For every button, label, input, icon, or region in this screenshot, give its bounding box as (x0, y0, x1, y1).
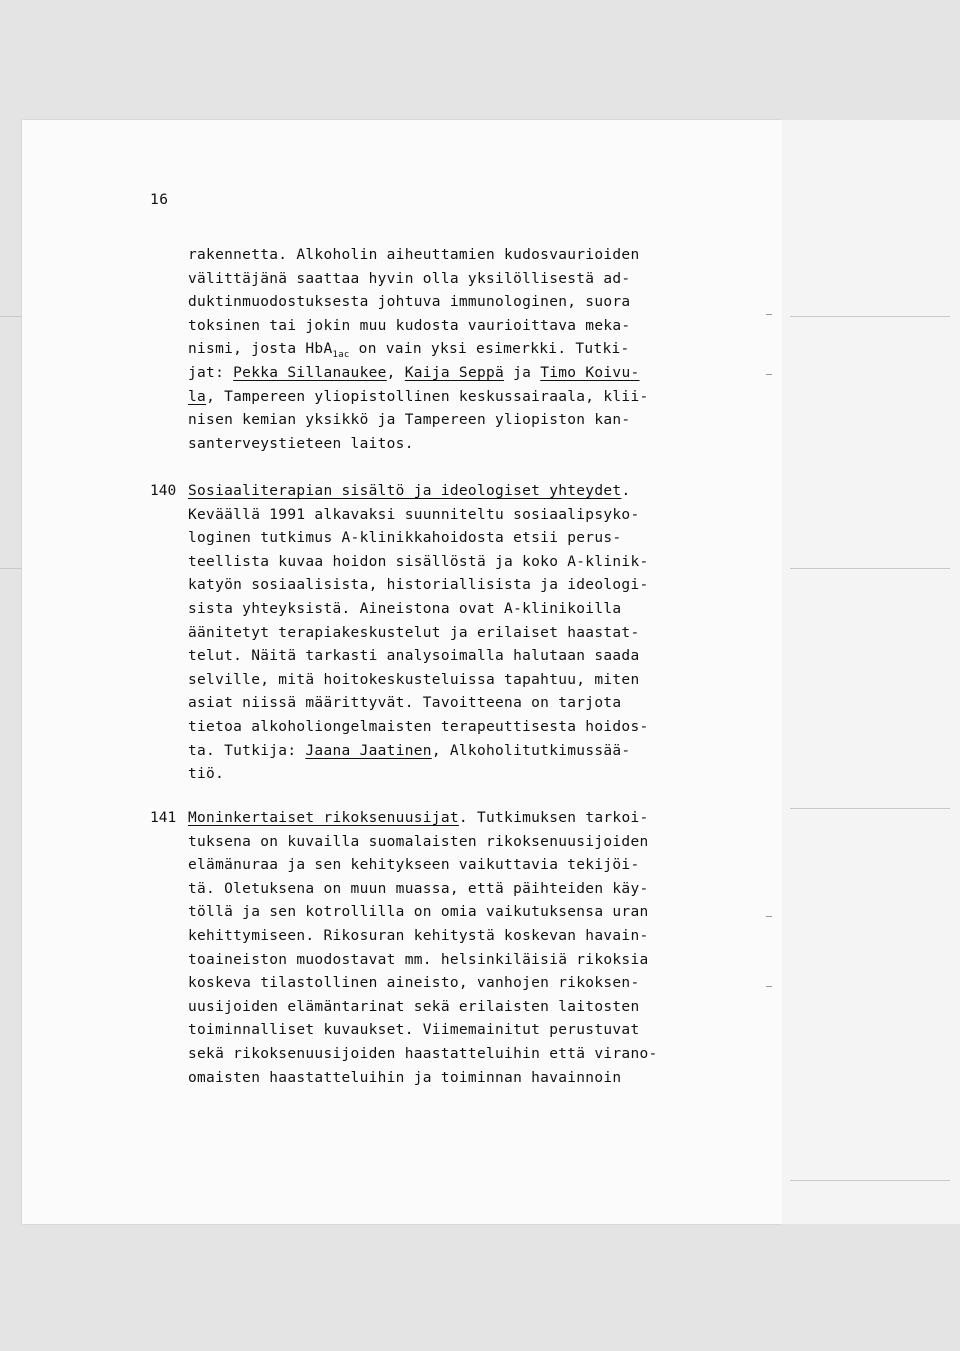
text-line: välittäjänä saattaa hyvin olla yksilöllisestä ad- (188, 270, 631, 287)
entry-number: 140 (150, 483, 177, 499)
text-line: katyön sosiaalisista, historiallisista ja ideologi- (188, 577, 649, 594)
text-line: rakennetta. Alkoholin aiheuttamien kudosvaurioiden (188, 247, 640, 263)
entry-140 (188, 480, 649, 787)
text-line: nismi, josta HbA$_{1ac}$ on vain yksi esimerkki. Tutki- (188, 341, 630, 361)
text-line: teellista kuvaa hoidon sisällöstä ja koko A-klinik- (188, 553, 649, 570)
scan-mark (766, 314, 772, 315)
author-name: la (188, 388, 207, 405)
text-line: elämänuraa ja sen kehitykseen vaikuttavia tekijöi- (188, 857, 640, 874)
text-line: kehittymiseen. Rikosuran kehitystä koskevan havain- (188, 927, 649, 944)
text-line: duktinmuodostuksesta johtuva immunologinen, suora (188, 294, 631, 311)
author-name: Jaana Jaatinen (305, 742, 432, 759)
text-line: jat: Pekka Sillanaukee, Kaija Seppä ja Timo Koivu- (188, 364, 640, 381)
entry-title-line: Sosiaaliterapian sisältö ja ideologiset yhteydet. (188, 483, 631, 499)
text-line: Keväällä 1991 alkavaksi suunniteltu sosiaalipsyko- (188, 506, 640, 523)
scan-margin (782, 120, 960, 1224)
text-line: loginen tutkimus A-klinikkahoidosta etsii perus- (188, 530, 622, 547)
entry-title-line: Moninkertaiset rikoksenuusijat. Tutkimuksen tarkoi- (188, 810, 649, 826)
scan-rule (0, 316, 22, 317)
text-line: selville, mitä hoitokeskusteluissa tapahtuu, miten (188, 671, 640, 688)
author-name: Pekka Sillanaukee (233, 364, 387, 381)
scan-mark (766, 916, 772, 917)
text-line: sekä rikoksenuusijoiden haastatteluihin että virano- (188, 1045, 658, 1062)
text-line: töllä ja sen kotrollilla on omia vaikutuksensa uran (188, 904, 649, 921)
text-line: asiat niissä määrittyvät. Tavoitteena on tarjota (188, 695, 622, 712)
entry-title: Sosiaaliterapian sisältö ja ideologiset yhteydet (188, 483, 622, 499)
entry-title: Moninkertaiset rikoksenuusijat (188, 810, 459, 826)
text-line: uusijoiden elämäntarinat sekä erilaisten laitosten (188, 998, 640, 1015)
scan-rule (790, 568, 950, 569)
paragraph-continued (188, 244, 649, 456)
text-line: la, Tampereen yliopistollinen keskussairaala, klii- (188, 388, 649, 405)
page-number: 16 (150, 192, 169, 208)
text-line: ta. Tutkija: Jaana Jaatinen, Alkoholitutkimussää- (188, 742, 631, 759)
scan-rule (790, 316, 950, 317)
text-line: telut. Näitä tarkasti analysoimalla halutaan saada (188, 648, 640, 665)
scan-mark (766, 986, 772, 987)
text-line: toksinen tai jokin muu kudosta vaurioittava meka- (188, 317, 631, 334)
text-line: sista yhteyksistä. Aineistona ovat A-klinikoilla (188, 600, 622, 617)
scan-mark (766, 374, 772, 375)
author-name: Timo Koivu- (540, 364, 640, 381)
text-line: omaisten haastatteluihin ja toiminnan havainnoin (188, 1069, 622, 1086)
text-line: tuksena on kuvailla suomalaisten rikoksenuusijoiden (188, 833, 649, 850)
text-line: toaineiston muodostavat mm. helsinkiläisiä rikoksia (188, 951, 649, 968)
text-line: tä. Oletuksena on muun muassa, että päihteiden käy- (188, 880, 649, 897)
scan-rule (0, 568, 22, 569)
text-line: tietoa alkoholiongelmaisten terapeuttisesta hoidos- (188, 718, 649, 735)
text-line: äänitetyt terapiakeskustelut ja erilaiset haastat- (188, 624, 640, 641)
text-line: santerveystieteen laitos. (188, 435, 414, 452)
entry-141 (188, 807, 658, 1090)
entry-number: 141 (150, 810, 177, 826)
scan-rule (790, 808, 950, 809)
text-line: nisen kemian yksikkö ja Tampereen yliopiston kan- (188, 412, 631, 429)
text-line: tiö. (188, 766, 225, 783)
subscript: 1ac (332, 350, 350, 361)
text-line: toiminnalliset kuvaukset. Viimemainitut perustuvat (188, 1022, 640, 1039)
scan-rule (790, 1180, 950, 1181)
text-line: koskeva tilastollinen aineisto, vanhojen rikoksen- (188, 975, 640, 992)
author-name: Kaija Seppä (404, 364, 505, 381)
